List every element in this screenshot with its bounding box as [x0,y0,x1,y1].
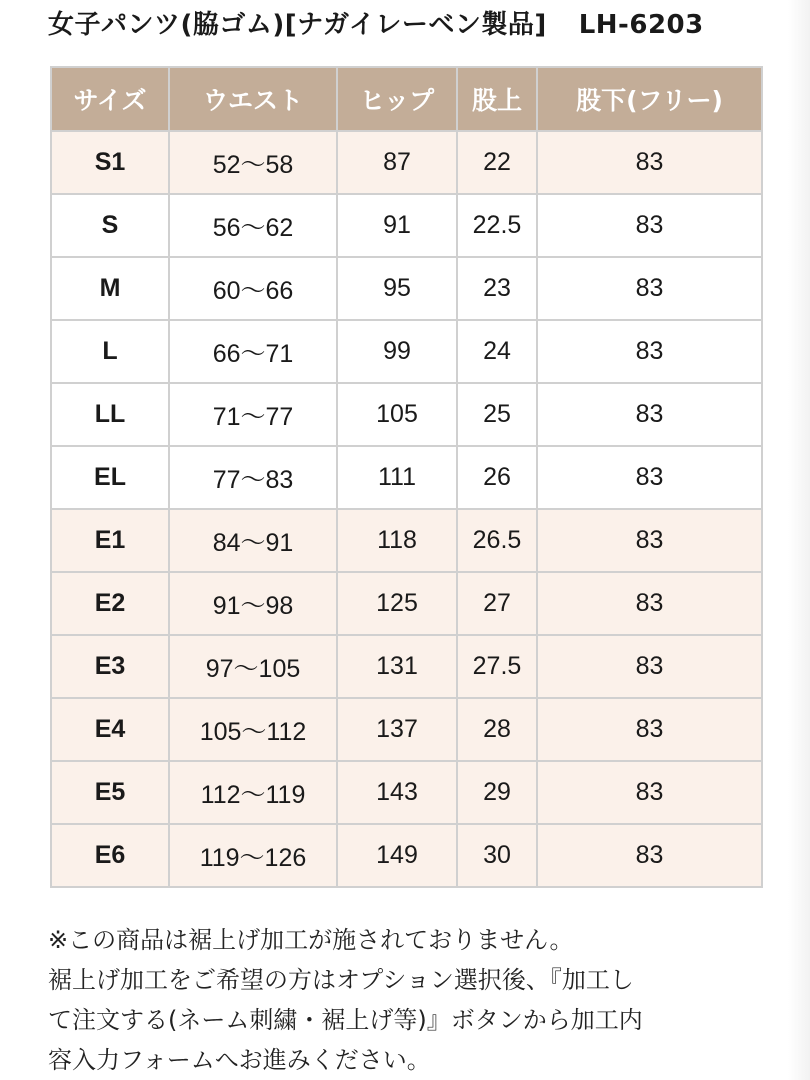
cell-hip: 91 [337,194,457,257]
cell-rise: 26.5 [457,509,537,572]
table-header-row [51,67,762,131]
cell-waist: 84〜91 [169,509,337,572]
cell-inseam: 83 [537,383,762,446]
table-row [51,383,762,446]
header-rise: 股上 [457,67,537,131]
size-chart-table [50,66,763,888]
table-row [51,257,762,320]
header-hip: ヒップ [337,67,457,131]
cell-size: M [51,257,169,320]
hemming-note [48,920,788,1080]
cell-rise: 28 [457,698,537,761]
cell-hip: 95 [337,257,457,320]
cell-waist: 97〜105 [169,635,337,698]
cell-waist: 77〜83 [169,446,337,509]
cell-rise: 25 [457,383,537,446]
cell-hip: 99 [337,320,457,383]
cell-size: L [51,320,169,383]
cell-inseam: 83 [537,257,762,320]
cell-waist: 105〜112 [169,698,337,761]
cell-inseam: 83 [537,761,762,824]
cell-inseam: 83 [537,446,762,509]
cell-inseam: 83 [537,194,762,257]
cell-hip: 87 [337,131,457,194]
header-waist: ウエスト [169,67,337,131]
header-inseam: 股下(フリー) [537,67,762,131]
cell-rise: 24 [457,320,537,383]
cell-hip: 143 [337,761,457,824]
cell-waist: 71〜77 [169,383,337,446]
cell-waist: 52〜58 [169,131,337,194]
cell-size: LL [51,383,169,446]
cell-hip: 118 [337,509,457,572]
cell-waist: 56〜62 [169,194,337,257]
note-line: 容入力フォームへお進みください。 [48,1046,431,1074]
cell-size: E2 [51,572,169,635]
table-row [51,572,762,635]
cell-size: S [51,194,169,257]
cell-inseam: 83 [537,698,762,761]
cell-size: EL [51,446,169,509]
cell-rise: 30 [457,824,537,887]
cell-inseam: 83 [537,572,762,635]
page-title [48,4,704,41]
cell-size: E5 [51,761,169,824]
cell-hip: 149 [337,824,457,887]
right-edge-shadow [788,0,810,1080]
cell-waist: 119〜126 [169,824,337,887]
cell-hip: 105 [337,383,457,446]
cell-rise: 22 [457,131,537,194]
table-row [51,446,762,509]
table-row [51,194,762,257]
cell-hip: 125 [337,572,457,635]
cell-inseam: 83 [537,824,762,887]
cell-waist: 60〜66 [169,257,337,320]
cell-hip: 111 [337,446,457,509]
product-code: LH-6203 [578,10,704,40]
table-row [51,509,762,572]
cell-size: S1 [51,131,169,194]
table-row [51,761,762,824]
cell-rise: 26 [457,446,537,509]
cell-size: E1 [51,509,169,572]
cell-size: E4 [51,698,169,761]
table-row [51,824,762,887]
cell-waist: 66〜71 [169,320,337,383]
cell-rise: 22.5 [457,194,537,257]
cell-hip: 131 [337,635,457,698]
cell-size: E6 [51,824,169,887]
note-line: て注文する(ネーム刺繍・裾上げ等)』ボタンから加工内 [48,1006,643,1034]
cell-waist: 112〜119 [169,761,337,824]
cell-waist: 91〜98 [169,572,337,635]
table-row [51,635,762,698]
cell-rise: 27.5 [457,635,537,698]
cell-inseam: 83 [537,320,762,383]
table-row [51,131,762,194]
note-line: ※この商品は裾上げ加工が施されておりません。 [48,926,574,954]
cell-size: E3 [51,635,169,698]
table-row [51,698,762,761]
header-size: サイズ [51,67,169,131]
note-line: 裾上げ加工をご希望の方はオプション選択後、『加工し [48,966,634,994]
cell-inseam: 83 [537,635,762,698]
table-row [51,320,762,383]
cell-inseam: 83 [537,509,762,572]
cell-rise: 27 [457,572,537,635]
cell-inseam: 83 [537,131,762,194]
cell-rise: 29 [457,761,537,824]
cell-rise: 23 [457,257,537,320]
product-name: 女子パンツ(脇ゴム)[ナガイレーベン製品] [48,10,547,40]
cell-hip: 137 [337,698,457,761]
